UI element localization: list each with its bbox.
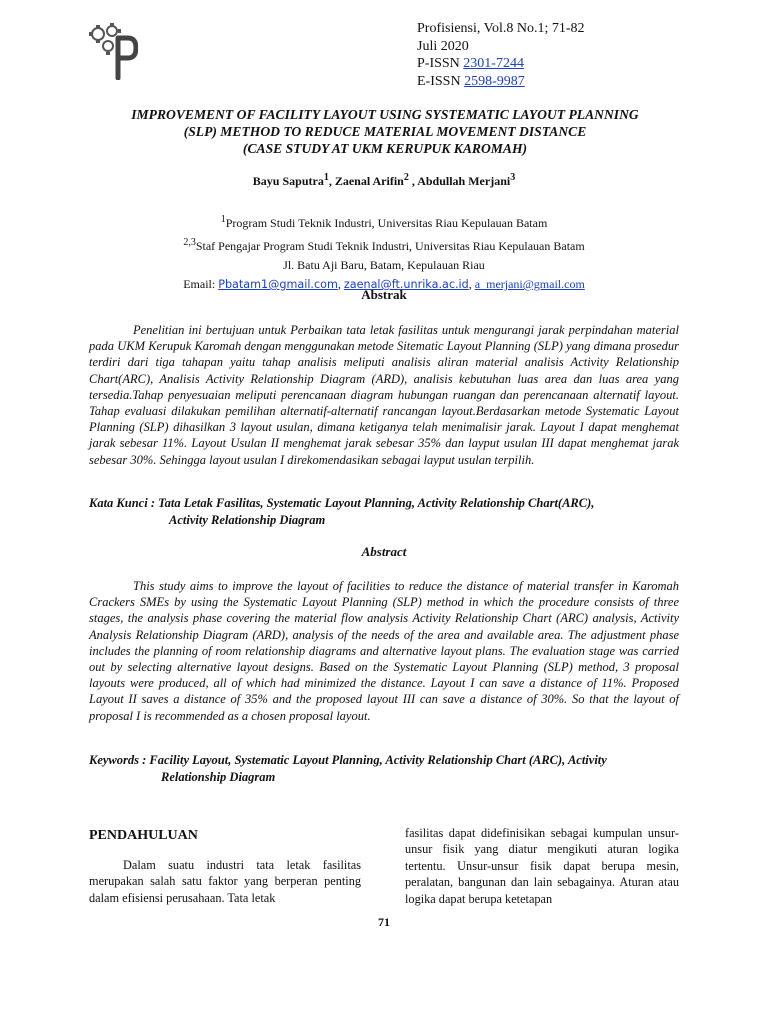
affiliation-2: $^{2,3}$Staf Pengajar Program Studi Teknik Industri, Universitas Riau Kepulauan Batam <box>183 237 585 253</box>
journal-citation: Profisiensi, Vol.8 No.1; 71-82 <box>417 21 585 36</box>
author-list: Bayu Saputra$^1$, Zaenal Arifin$^2$ , Abdullah Merjani$^3$ <box>252 172 516 188</box>
eissn-link[interactable]: 2598-9987 <box>464 73 525 89</box>
title-line-1: IMPROVEMENT OF FACILITY LAYOUT USING SYSTEMATIC LAYOUT PLANNING <box>131 107 639 122</box>
page-number: 71 <box>378 915 390 929</box>
abstrak-text: Penelitian ini bertujuan untuk Perbaikan tata letak fasilitas untuk mengurangi jarak perpindahan material pada UKM Kerupuk Karomah dengan menggunakan metode Sitematic Layout Planning (SLP) yang dimana prosedur terdiri dari tiga tahapan yaitu tahap analisis meliputi analisis aliran material analisis Activity Relationship Chart(ARC), Analisis Activity Relationship Diagram (ARD), analisis kebutuhan luas area dan luas area yang tersedia.Tahap penyesuaian meliputi perencanaan diagram hubungan ruangan dan perencanaan alternatif layout. Tahap evaluasi dilakukan pemilihan alternatif-alternatif rancangan layout.Berdasarkan metode Systematic Layout Planning (SLP) dihasilkan 3 layout usulan, dimana ketiganya telah menimalisir jarak. Layout I dapat menghemat jarak sebesar 11%. Layout Usulan II menghemat jarak sebesar 35% dan layput usulan III dapat menghemat jarak sebesar 30%. Sehingga layout usulan I direkomendasikan sebagai layput usulan terpilih. <box>89 323 679 467</box>
journal-date: Juli 2020 <box>417 38 469 54</box>
pissn-link[interactable]: 2301-7244 <box>463 56 524 71</box>
email-link-1[interactable]: Pbatam1@gmail.com <box>218 278 338 291</box>
title-line-3: (CASE STUDY AT UKM KERUPUK KAROMAH) <box>242 141 528 156</box>
body-left-column: Dalam suatu industri tata letak fasilitas merupakan salah satu faktor yang berperan penting dalam efisiensi perusahaan. Tata letak <box>89 858 361 905</box>
abstract-text: This study aims to improve the layout of facilities to reduce the distance of material transfer in Karomah Crackers SMEs by using the Systematic Layout Planning (SLP) method in which the procedure consists of three stages, the analysis phase covering the material flow analysis Activity Relationship Chart (ARC) analysis, Activity Analysis Relationship Diagram (ARD), analysis of the needs of the area and available area. The adjustment phase includes the planning of room relationship diagrams and alternative layout plans. The evaluation stage was carried out by selecting alternative layout designs. Based on the Systematic Layout Planning (SLP) method, 3 proposal layouts were produced, all of which had minimized the distance. Layout I can save a distance of 11%. Proposed Layout II saves a distance of 35% and the proposed layout III can save a distance of 30%. So that the layout of proposal I is recommended as a chosen proposal layout. <box>89 579 679 723</box>
pissn-line: P-ISSN 2301-7244 <box>417 56 524 71</box>
abstrak-heading: Abstrak <box>361 287 407 302</box>
eissn-line: E-ISSN 2598-9987 <box>417 73 525 89</box>
section-title: PENDAHULUAN <box>89 828 198 843</box>
body-right-column: fasilitas dapat didefinisikan sebagai kumpulan unsur-unsur fisik yang diatur mengikuti aturan logika tertentu. Unsur-unsur fisik dapat berupa mesin, peralatan, bangunan dan lain sebagainya. Aturan atau logika dapat berupa ketetapan <box>405 826 679 906</box>
author-3: Abdullah Merjani <box>417 174 511 188</box>
affiliations <box>0 210 768 294</box>
paper-title <box>60 106 710 157</box>
author-2: Zaenal Arifin <box>334 174 404 188</box>
abstract-heading: Abstract <box>361 544 407 559</box>
email-link-2[interactable]: zaenal@ft.unrika.ac.id <box>343 278 469 291</box>
email-link-3[interactable]: a_merjani@gmail.com <box>474 277 585 291</box>
keywords: Keywords : Facility Layout, Systematic Layout Planning, Activity Relationship Chart (ARC), Activity Relationship Diagram <box>89 753 607 784</box>
title-line-2: (SLP) METHOD TO REDUCE MATERIAL MOVEMENT DISTANCE <box>183 124 587 139</box>
journal-logo-icon <box>88 22 138 80</box>
affiliation-address: Jl. Batu Aji Baru, Batam, Kepulauan Riau <box>283 258 485 272</box>
kata-kunci: Kata Kunci : Tata Letak Fasilitas, Systematic Layout Planning, Activity Relationship Chart(ARC), Activity Relationship Diagram <box>89 496 595 527</box>
affiliation-1: $^1$Program Studi Teknik Industri, Universitas Riau Kepulauan Batam <box>220 214 548 230</box>
email-line: Email: Pbatam1@gmail.com, zaenal@ft.unrika.ac.id, a_merjani@gmail.com <box>183 277 585 291</box>
author-1: Bayu Saputra <box>252 174 324 188</box>
journal-metadata <box>417 20 585 90</box>
